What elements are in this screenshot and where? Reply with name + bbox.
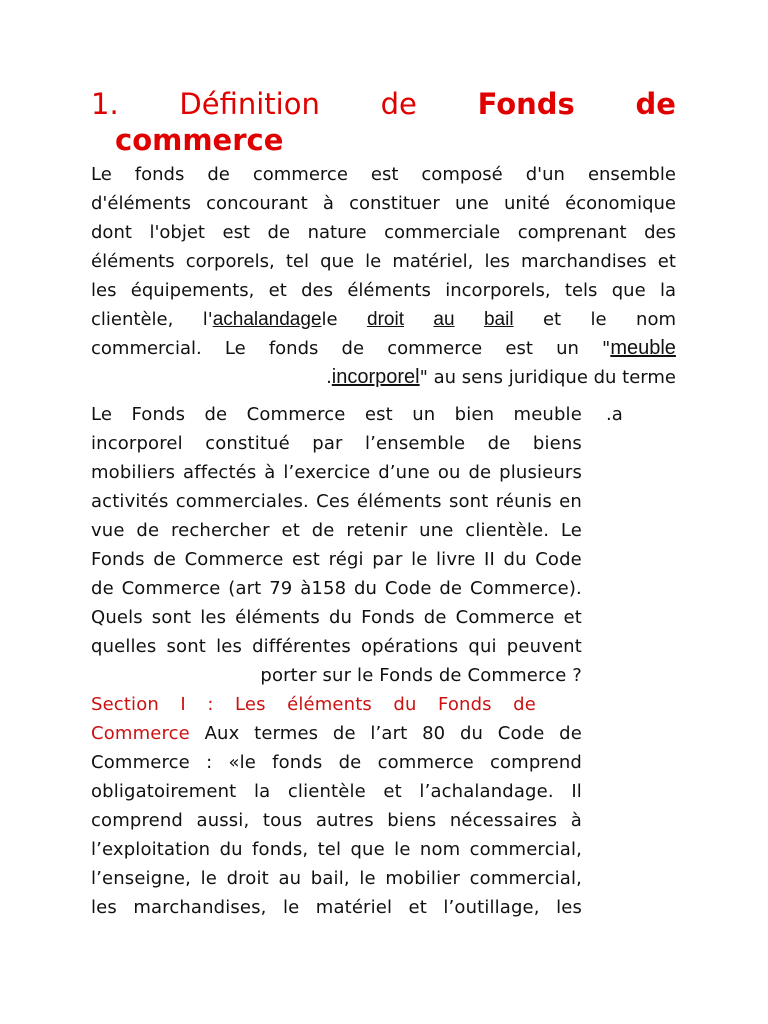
para2-line bbox=[91, 806, 582, 835]
word: des bbox=[644, 222, 676, 243]
word: Commerce bbox=[455, 607, 555, 628]
word: du bbox=[503, 549, 527, 570]
word: éléments bbox=[287, 694, 372, 715]
word: du bbox=[393, 694, 417, 715]
word: de bbox=[207, 164, 230, 185]
word: matériel, bbox=[392, 251, 474, 272]
heading-de-bold: de bbox=[635, 87, 676, 121]
word: unité bbox=[504, 193, 550, 214]
word: qui bbox=[468, 636, 497, 657]
definition-paragraph bbox=[91, 160, 676, 392]
word: et bbox=[281, 520, 300, 541]
word: que bbox=[320, 251, 355, 272]
heading-line-2 bbox=[91, 122, 676, 158]
word: bien bbox=[454, 404, 495, 425]
para1-line bbox=[91, 247, 676, 276]
word: affectés bbox=[183, 462, 257, 483]
word: éléments bbox=[347, 280, 431, 301]
word: fonds bbox=[268, 338, 319, 359]
word: les bbox=[200, 607, 227, 628]
word: par bbox=[312, 433, 343, 454]
word: tel bbox=[285, 251, 309, 272]
word: et bbox=[383, 781, 402, 802]
word: de bbox=[332, 723, 356, 744]
word: constituer bbox=[349, 193, 440, 214]
word: le bbox=[365, 251, 382, 272]
link-incorporel[interactable]: incorporel bbox=[331, 366, 420, 388]
word: tous bbox=[262, 810, 303, 831]
para2-line bbox=[91, 719, 582, 748]
word: Fonds bbox=[438, 694, 492, 715]
word: commerce bbox=[252, 164, 348, 185]
link-droit[interactable]: droit bbox=[367, 309, 404, 330]
link-meuble[interactable]: meuble bbox=[610, 337, 676, 359]
word: comprend bbox=[489, 752, 582, 773]
word: tel bbox=[317, 839, 342, 860]
word: : bbox=[206, 752, 213, 773]
word: de bbox=[341, 338, 365, 359]
word: I bbox=[180, 694, 186, 715]
word: le bbox=[282, 897, 300, 918]
link-bail[interactable]: bail bbox=[483, 309, 514, 330]
word: l’exercice bbox=[283, 462, 371, 483]
word: les bbox=[216, 636, 242, 657]
link-au[interactable]: au bbox=[433, 309, 455, 330]
word: l’ensemble bbox=[365, 433, 466, 454]
word: Fonds bbox=[131, 404, 186, 425]
word: est bbox=[222, 222, 251, 243]
word: éléments bbox=[91, 251, 175, 272]
word: et bbox=[563, 607, 582, 628]
para1-line bbox=[91, 160, 676, 189]
heading-fonds: Fonds bbox=[477, 87, 575, 121]
para2-line: porter sur le Fonds de Commerce ? bbox=[260, 665, 582, 686]
word: commercial, bbox=[469, 839, 582, 860]
word: fonds, bbox=[252, 839, 309, 860]
word: par bbox=[372, 549, 403, 570]
word: du bbox=[328, 607, 353, 628]
word: Quels bbox=[91, 607, 143, 628]
para2-line bbox=[91, 400, 582, 429]
word: de bbox=[487, 433, 511, 454]
word: Code bbox=[384, 578, 432, 599]
word: de bbox=[91, 578, 114, 599]
word: bail, bbox=[310, 868, 350, 889]
word: concourant bbox=[206, 193, 308, 214]
word: dont bbox=[91, 222, 132, 243]
word: Fonds bbox=[361, 607, 415, 628]
word: activités bbox=[91, 491, 169, 512]
word: Il bbox=[571, 781, 582, 802]
word: sont bbox=[448, 491, 489, 512]
word: les bbox=[91, 897, 117, 918]
word: les bbox=[484, 251, 510, 272]
word: marchandises bbox=[521, 251, 647, 272]
word: ensemble bbox=[587, 164, 676, 185]
word: tels bbox=[564, 280, 598, 301]
commerce-paragraph bbox=[91, 400, 582, 922]
word: clientèle, bbox=[91, 309, 174, 330]
word: Fonds bbox=[91, 549, 145, 570]
word: fonds bbox=[134, 164, 185, 185]
section-title-end: Commerce bbox=[91, 723, 190, 744]
word: et bbox=[542, 309, 562, 330]
word: clientèle. bbox=[465, 520, 550, 541]
word: le bbox=[200, 868, 217, 889]
word: Ces bbox=[316, 491, 350, 512]
word: Le bbox=[91, 164, 112, 185]
word: droit bbox=[226, 868, 269, 889]
word: sont bbox=[166, 636, 206, 657]
word: l’achalandage. bbox=[419, 781, 554, 802]
word: le bbox=[411, 549, 428, 570]
word: est bbox=[505, 338, 533, 359]
word: constitué bbox=[205, 433, 290, 454]
word: la bbox=[253, 781, 271, 802]
word: du bbox=[219, 839, 243, 860]
word: termes bbox=[254, 723, 319, 744]
para1-line bbox=[91, 334, 676, 363]
word: Commerce bbox=[121, 578, 221, 599]
word: à158 bbox=[300, 578, 347, 599]
word: les bbox=[91, 280, 117, 301]
word: une bbox=[454, 193, 489, 214]
word: différentes bbox=[252, 636, 351, 657]
word: l'objet bbox=[149, 222, 205, 243]
word: Le bbox=[91, 404, 113, 425]
word: Commerce bbox=[184, 549, 284, 570]
word: ou bbox=[437, 462, 461, 483]
para2-line bbox=[91, 864, 582, 893]
para2-line bbox=[91, 777, 582, 806]
word: de bbox=[439, 578, 463, 599]
section-heading bbox=[91, 86, 676, 158]
word: les bbox=[556, 897, 582, 918]
word: marchandises, bbox=[133, 897, 267, 918]
para2-line bbox=[91, 574, 582, 603]
word: au bbox=[278, 868, 302, 889]
word: vue bbox=[91, 520, 125, 541]
word: l’outillage, bbox=[443, 897, 540, 918]
word: Les bbox=[235, 694, 266, 715]
word: régi bbox=[328, 549, 364, 570]
heading-de: de bbox=[380, 87, 417, 121]
word: mobiliers bbox=[91, 462, 176, 483]
word: est bbox=[364, 404, 393, 425]
word: 80 bbox=[422, 723, 446, 744]
word: à bbox=[570, 810, 582, 831]
word: d’une bbox=[378, 462, 431, 483]
word: de bbox=[204, 404, 228, 425]
word: à bbox=[322, 193, 334, 214]
word: équipements, bbox=[130, 280, 255, 301]
word: autres bbox=[315, 810, 374, 831]
word: d'éléments bbox=[91, 193, 191, 214]
word: commercial. bbox=[91, 338, 202, 359]
word: quelles bbox=[91, 636, 157, 657]
word: d'un bbox=[525, 164, 565, 185]
para1-line bbox=[91, 189, 676, 218]
word: un bbox=[412, 404, 436, 425]
word: de bbox=[513, 694, 536, 715]
word: «le bbox=[228, 752, 256, 773]
word: opérations bbox=[361, 636, 459, 657]
word: de bbox=[136, 520, 160, 541]
word: incorporels, bbox=[445, 280, 551, 301]
word: (art bbox=[228, 578, 262, 599]
line-end: " au sens juridique du terme bbox=[419, 367, 676, 388]
word: nature bbox=[307, 222, 367, 243]
word: : bbox=[207, 694, 214, 715]
word: des bbox=[301, 280, 334, 301]
word: et bbox=[268, 280, 287, 301]
heading-commerce: commerce bbox=[115, 123, 284, 157]
para2-line bbox=[91, 632, 582, 661]
achalandage-group: l'achalandagele bbox=[202, 309, 338, 330]
word: le bbox=[394, 839, 411, 860]
heading-definition: Définition bbox=[179, 87, 320, 121]
word: meuble bbox=[513, 404, 582, 425]
word: de bbox=[311, 520, 335, 541]
para2-line bbox=[91, 487, 582, 516]
word: Commerce bbox=[91, 752, 190, 773]
word: biens bbox=[532, 433, 582, 454]
word: rechercher bbox=[170, 520, 270, 541]
word: une bbox=[419, 520, 454, 541]
para1-line bbox=[91, 276, 676, 305]
word: composé bbox=[421, 164, 503, 185]
word: de bbox=[153, 549, 177, 570]
word: Commerce bbox=[246, 404, 346, 425]
word: nom bbox=[636, 309, 676, 330]
para2-line bbox=[91, 458, 582, 487]
word: plusieurs bbox=[499, 462, 582, 483]
word: du bbox=[353, 578, 378, 599]
word: retenir bbox=[346, 520, 408, 541]
word: 79 bbox=[269, 578, 293, 599]
section-title-line bbox=[91, 690, 582, 719]
word: Section bbox=[91, 694, 159, 715]
heading-number: 1. bbox=[91, 87, 119, 121]
word: à bbox=[264, 462, 276, 483]
word: le bbox=[590, 309, 607, 330]
word: de bbox=[267, 222, 291, 243]
para2-line bbox=[91, 893, 582, 922]
word: Code bbox=[535, 549, 582, 570]
word: est bbox=[292, 549, 321, 570]
word: commerce bbox=[377, 752, 474, 773]
word: que bbox=[350, 839, 385, 860]
word: en bbox=[559, 491, 582, 512]
meuble-group: "meuble bbox=[602, 337, 676, 359]
word: aussi, bbox=[196, 810, 250, 831]
heading-line-1 bbox=[91, 86, 676, 122]
word: clientèle bbox=[287, 781, 366, 802]
word: fonds bbox=[272, 752, 323, 773]
para2-line bbox=[91, 516, 582, 545]
word: réunis bbox=[495, 491, 552, 512]
word: de bbox=[338, 752, 362, 773]
word: l’exploitation bbox=[91, 839, 211, 860]
word: biens bbox=[387, 810, 437, 831]
para2-line bbox=[91, 835, 582, 864]
word: est bbox=[370, 164, 399, 185]
word: peuvent bbox=[506, 636, 582, 657]
word: commerce bbox=[387, 338, 483, 359]
word: de bbox=[423, 607, 447, 628]
word: et bbox=[408, 897, 427, 918]
word: que bbox=[611, 280, 646, 301]
word: Code bbox=[497, 723, 545, 744]
word: nécessaires bbox=[449, 810, 558, 831]
word: un bbox=[556, 338, 579, 359]
word: Commerce). bbox=[469, 578, 582, 599]
word: mobilier bbox=[385, 868, 460, 889]
word: II bbox=[484, 549, 495, 570]
word: nom bbox=[419, 839, 461, 860]
word: commerciale bbox=[384, 222, 501, 243]
para2-line bbox=[91, 429, 582, 458]
word: comprenant bbox=[517, 222, 627, 243]
word: éléments bbox=[235, 607, 320, 628]
word: l’enseigne, bbox=[91, 868, 191, 889]
word: Le bbox=[560, 520, 582, 541]
side-marker: .a bbox=[606, 404, 623, 425]
word: éléments bbox=[356, 491, 442, 512]
word: commercial, bbox=[469, 868, 582, 889]
para1-line bbox=[91, 305, 676, 334]
word: la bbox=[659, 280, 676, 301]
para1-line bbox=[91, 363, 676, 392]
para2-line bbox=[91, 603, 582, 632]
word: comprend bbox=[91, 810, 183, 831]
word: obligatoirement bbox=[91, 781, 237, 802]
word: de bbox=[468, 462, 492, 483]
word: sont bbox=[151, 607, 192, 628]
word: l’art bbox=[370, 723, 408, 744]
para2-line bbox=[91, 748, 582, 777]
word: matériel bbox=[315, 897, 393, 918]
para2-line bbox=[91, 545, 582, 574]
dot: . bbox=[326, 367, 332, 388]
para1-line bbox=[91, 218, 676, 247]
word: corporels, bbox=[185, 251, 275, 272]
word: Le bbox=[224, 338, 246, 359]
word: du bbox=[459, 723, 484, 744]
word: Aux bbox=[204, 723, 240, 744]
word: livre bbox=[436, 549, 476, 570]
word: commerciales. bbox=[175, 491, 309, 512]
word: incorporel bbox=[91, 433, 183, 454]
word: économique bbox=[565, 193, 676, 214]
word: et bbox=[657, 251, 676, 272]
word: de bbox=[559, 723, 582, 744]
link-achalandage[interactable]: achalandage bbox=[212, 309, 322, 330]
word: le bbox=[359, 868, 376, 889]
